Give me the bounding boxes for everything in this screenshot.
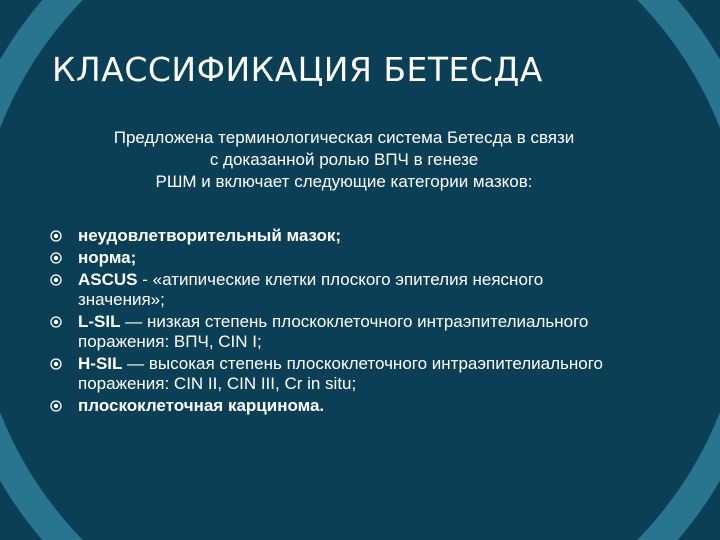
list-item <box>50 248 610 268</box>
list-item <box>50 270 610 310</box>
list-item-bold: плоскоклеточная карцинома. <box>78 396 325 415</box>
intro-line: РШМ и включает следующие категории мазков: <box>155 172 533 191</box>
list-item-text: — низкая степень плоскоклеточного интраэпителиального поражения: ВПЧ, CIN I; <box>78 312 589 351</box>
circled-dot-icon <box>50 358 62 370</box>
intro-paragraph <box>44 127 644 193</box>
circled-dot-icon <box>50 400 62 412</box>
intro-line: Предложена терминологическая система Бетесда в связи <box>113 128 575 147</box>
list-item-bold: норма; <box>78 248 137 267</box>
category-list <box>50 226 610 418</box>
list-item <box>50 354 610 394</box>
list-item <box>50 396 610 416</box>
slide-title: КЛАССИФИКАЦИЯ БЕТЕСДА <box>52 50 543 89</box>
list-item-bold: неудовлетворительный мазок; <box>78 226 342 245</box>
list-item-bold: ASCUS <box>78 270 138 289</box>
list-item <box>50 312 610 352</box>
circled-dot-icon <box>50 230 62 242</box>
intro-line: с доказанной ролью ВПЧ в генезе <box>209 150 479 169</box>
list-item <box>50 226 610 246</box>
list-item-text: - «атипические клетки плоского эпителия неясного значения»; <box>78 270 544 309</box>
circled-dot-icon <box>50 252 62 264</box>
circled-dot-icon <box>50 316 62 328</box>
circled-dot-icon <box>50 274 62 286</box>
list-item-bold: L-SIL <box>78 312 121 331</box>
list-item-text: — высокая степень плоскоклеточного интраэпителиального поражения: CIN II, CIN III, Cr in situ; <box>78 354 603 393</box>
list-item-bold: H-SIL <box>78 354 123 373</box>
